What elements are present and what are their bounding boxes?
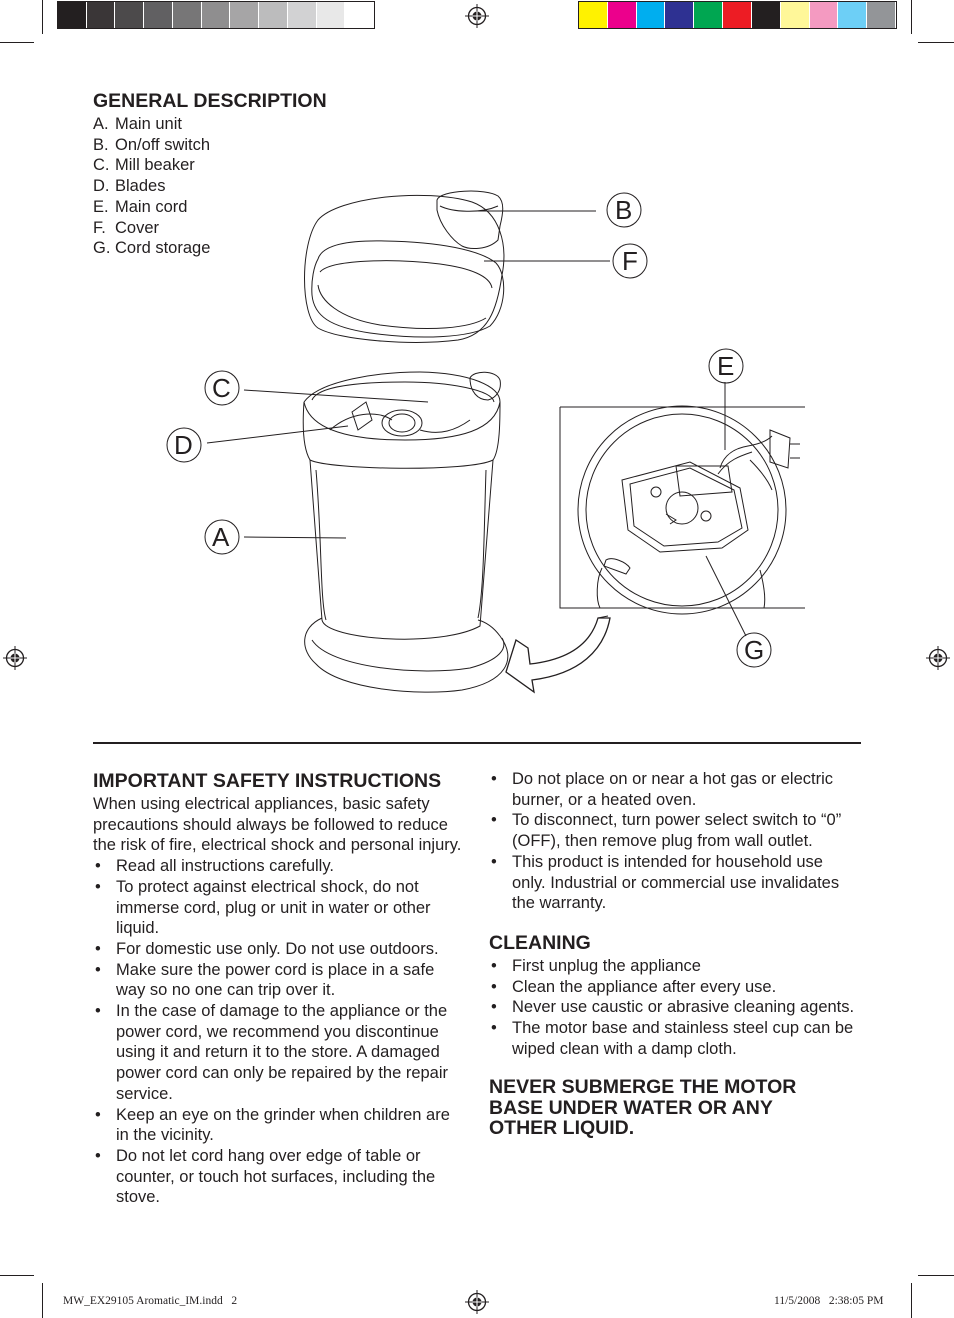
list-item: F. Cover <box>93 218 160 237</box>
crop-mark <box>42 1283 43 1318</box>
color-swatch <box>144 2 173 28</box>
color-swatch <box>637 2 666 28</box>
color-swatch <box>115 2 144 28</box>
color-swatch <box>58 2 87 28</box>
color-swatch <box>579 2 608 28</box>
base-bottom-view <box>560 406 805 614</box>
color-swatch <box>288 2 317 28</box>
color-swatch <box>608 2 637 28</box>
list-item: C. Mill beaker <box>93 156 195 175</box>
crop-mark <box>911 0 912 34</box>
warning-line: OTHER LIQUID. <box>489 1117 635 1140</box>
list-item: • Make sure the power cord is place in a safe way so no one can trip over it. <box>93 960 465 1001</box>
list-item: B. On/off switch <box>93 135 211 154</box>
footer-timestamp: 11/5/2008 2:38:05 PM <box>774 1295 884 1307</box>
cleaning-section <box>489 932 861 1060</box>
list-item: • Read all instructions carefully. <box>93 856 465 877</box>
callout-label-b: B <box>615 195 633 225</box>
color-swatch <box>781 2 810 28</box>
warning-line: NEVER SUBMERGE THE MOTOR <box>489 1076 797 1098</box>
registration-mark-icon <box>465 4 489 28</box>
color-swatch <box>259 2 288 28</box>
color-swatch <box>202 2 231 28</box>
crop-mark <box>911 1283 912 1318</box>
list-item: • This product is intended for household use only. Industrial or commercial use invalidates the warranty. <box>489 852 861 914</box>
safety-section <box>93 770 465 1208</box>
callout-label-g: G <box>744 635 765 665</box>
cleaning-list <box>489 956 861 1060</box>
cleaning-title: CLEANING <box>489 932 591 954</box>
list-item: • For domestic use only. Do not use outdoors. <box>93 939 465 960</box>
list-item: A. Main unit <box>93 115 182 133</box>
safety-list-left <box>93 856 465 1208</box>
general-description-title: GENERAL DESCRIPTION <box>93 90 327 112</box>
color-swatch <box>345 2 374 28</box>
footer-file-name: MW_EX29105 Aromatic_IM.indd 2 <box>63 1295 238 1307</box>
grayscale-color-bar <box>57 1 375 29</box>
coffee-grinder-diagram <box>0 180 954 720</box>
color-swatch <box>867 2 896 28</box>
list-item: • The motor base and stainless steel cup can be wiped clean with a damp cloth. <box>489 1018 861 1059</box>
crop-mark <box>918 1275 954 1276</box>
list-item: • First unplug the appliance <box>489 956 861 977</box>
color-swatch <box>838 2 867 28</box>
list-item: E. Main cord <box>93 197 188 216</box>
list-item: • Clean the appliance after every use. <box>489 977 861 998</box>
list-item: • To disconnect, turn power select switch to “0” (OFF), then remove plug from wall outlet. <box>489 810 861 851</box>
list-item: D. Blades <box>93 177 166 196</box>
color-swatch <box>173 2 202 28</box>
callout-label-c: C <box>212 373 231 403</box>
registration-mark-icon <box>465 1290 489 1314</box>
list-item: • Keep an eye on the grinder when children are in the vicinity. <box>93 1105 465 1146</box>
callout-label-e: E <box>717 351 735 381</box>
rotation-arrow-icon <box>506 616 610 692</box>
safety-list-right <box>489 769 861 914</box>
list-item: • Do not let cord hang over edge of table or counter, or touch hot surfaces, including the stove. <box>93 1146 465 1208</box>
color-swatch <box>723 2 752 28</box>
submerge-warning <box>489 1077 861 1139</box>
safety-section-continued <box>489 769 861 914</box>
color-swatch <box>317 2 346 28</box>
color-swatch <box>665 2 694 28</box>
crop-mark <box>42 0 43 34</box>
callout-label-a: A <box>212 522 230 552</box>
color-swatch <box>230 2 259 28</box>
crop-mark <box>918 42 954 43</box>
process-color-bar <box>578 1 897 29</box>
cover-illustration <box>305 191 504 342</box>
main-unit-illustration <box>303 372 508 692</box>
color-swatch <box>810 2 839 28</box>
color-swatch <box>87 2 116 28</box>
list-item: G. Cord storage <box>93 239 211 258</box>
list-item: • In the case of damage to the appliance or the power cord, we recommend you discontinue using it and return it to the store. A damaged power cord can only be repaired by the repair service. <box>93 1001 465 1105</box>
color-swatch <box>752 2 781 28</box>
callout-label-f: F <box>622 246 638 276</box>
crop-mark <box>0 42 34 43</box>
color-swatch <box>694 2 723 28</box>
list-item: • Do not place on or near a hot gas or electric burner, or a heated oven. <box>489 769 861 810</box>
callout-label-d: D <box>174 430 193 460</box>
list-item: • To protect against electrical shock, do not immerse cord, plug or unit in water or other liquid. <box>93 877 465 939</box>
section-divider <box>93 742 861 744</box>
crop-mark <box>0 1275 34 1276</box>
safety-title: IMPORTANT SAFETY INSTRUCTIONS <box>93 770 442 792</box>
safety-intro: When using electrical appliances, basic safety precautions should always be followed to reduce the risk of fire, electrical shock and personal injury. <box>93 795 462 855</box>
list-item: • Never use caustic or abrasive cleaning agents. <box>489 997 861 1018</box>
warning-line: BASE UNDER WATER OR ANY <box>489 1096 773 1119</box>
